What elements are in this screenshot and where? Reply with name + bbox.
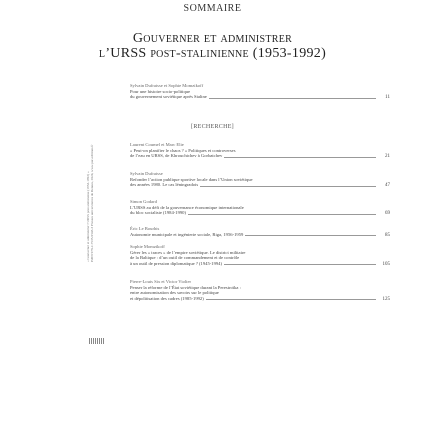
entry-page-number: 125	[382, 296, 390, 302]
side-copyright-notice	[86, 144, 94, 262]
entry-title-line: Autonomie municipale et ingénierie sociale, Riga, 1956-1959	[130, 231, 244, 237]
side-notice-line: ISBN 978-2-7535-9543-3 Presses universitaires de Rennes, 2024, www.pur-editions.fr	[90, 144, 94, 262]
entry-title-line: « Peut-on planifier le chaos ? » Politiques et controverses	[130, 147, 236, 153]
entry-title-line: entre autonomisation des savoirs sur le politique	[130, 290, 219, 296]
entry-authors: Pierre-Louis Six et Victor Violier	[130, 279, 192, 284]
entry-last-line	[130, 261, 390, 267]
entry-authors: Laurent Coumel et Marc Elie	[130, 142, 184, 147]
sommaire-header: SOMMAIRE	[183, 3, 242, 14]
entry-title-line: Penser la réforme de l’État soviétique durant la Perestroïka :	[130, 284, 241, 290]
toc-entry[interactable]	[130, 279, 390, 301]
entry-page-number: 47	[385, 183, 390, 189]
dossier-title	[0, 31, 425, 61]
title-line-2: l’URSS post-stalinienne (1953-1992)	[98, 46, 327, 61]
entry-last-line	[130, 232, 390, 238]
toc-entry-intro[interactable]	[130, 83, 390, 100]
toc-entry[interactable]	[130, 142, 390, 159]
entry-page-number: 11	[385, 95, 390, 101]
entry-title-line: des années 1980. Le cas léningradois	[130, 182, 199, 188]
entry-last-line	[130, 94, 390, 100]
entry-title-line: et dépolitisation des cadres (1985-1992)	[130, 295, 204, 301]
entry-last-line	[130, 182, 390, 188]
entry-authors: Sylvain Dufraisse et Sophie Momzikoff	[130, 83, 204, 88]
entry-title-line: à un outil de pression diplomatique ? (1945-1994)	[130, 260, 222, 266]
entry-last-line	[130, 210, 390, 216]
entry-page-number: 85	[385, 232, 390, 238]
entry-title-line: du gouvernement soviétique après Staline	[130, 94, 207, 100]
margin-marks	[89, 338, 105, 356]
toc-entry[interactable]	[130, 226, 390, 237]
entry-page-number: 21	[385, 154, 390, 160]
entry-title-line: Gérer les « traces » de l’empire soviétique. Le district militaire	[130, 249, 246, 255]
toc-entry[interactable]	[130, 171, 390, 188]
section-heading-recherche: [RECHERCHE]	[191, 124, 234, 130]
title-line-1: Gouverner et administrer	[132, 31, 293, 46]
entry-last-line	[130, 296, 390, 302]
entry-title-line: de l’eau en URSS, de Khrouchtchev à Gorbatchev	[130, 153, 223, 159]
entry-authors: Éric Le Bourhis	[130, 226, 160, 231]
entry-title-line: de la Baltique : d’un outil de commandement et de contrôle	[130, 255, 240, 261]
entry-page-number: 69	[385, 211, 390, 217]
toc-entry[interactable]	[130, 199, 390, 216]
entry-authors: Sylvain Dufraisse	[130, 171, 163, 176]
entry-page-number: 105	[382, 261, 390, 267]
entry-last-line	[130, 153, 390, 159]
toc-entry[interactable]	[130, 244, 390, 266]
entry-title-line: Pour une histoire socio-politique	[130, 88, 191, 94]
entry-title-line: Refonder l’action publique sportive locale dans l’Union soviétique	[130, 176, 253, 182]
entry-authors: Sophie Momzikoff	[130, 244, 165, 249]
side-notice-line: « Gouverner et administrer l’URSS post-stalinienne (1953-1992) »	[86, 171, 90, 262]
entry-title-line: du bloc socialiste (1984-1990)	[130, 210, 187, 216]
entry-title-line: L’URSS au défi de la gouvernance économique internationale	[130, 204, 244, 210]
entry-authors: Simon Godard	[130, 199, 157, 204]
